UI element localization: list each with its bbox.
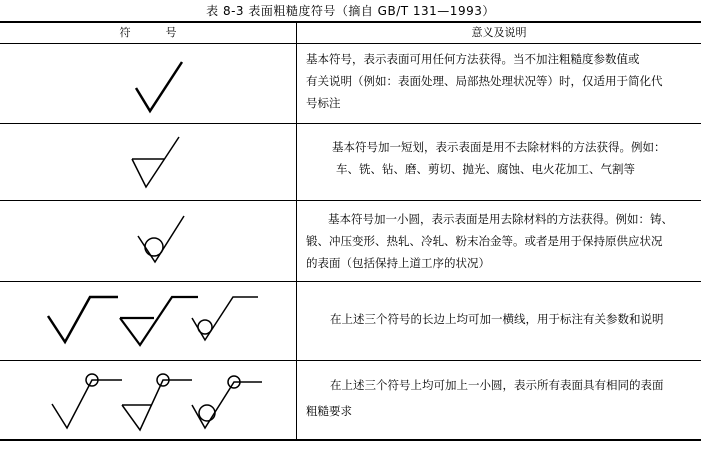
all-surfaces-symbols-icon bbox=[0, 360, 296, 439]
row-3-description bbox=[306, 208, 688, 274]
row-2-description bbox=[332, 136, 692, 180]
row-3-line-3: 的表面（包括保持上道工序的状况） bbox=[306, 256, 490, 270]
row-1-line-3: 号标注 bbox=[306, 96, 341, 110]
symbol-column-header: 符 号 bbox=[119, 26, 177, 39]
row-1-line-2: 有关说明（例如：表面处理、局部热处理状况等）时，仅适用于简化代 bbox=[306, 74, 663, 88]
row-3-line-1: 基本符号加一小圆，表示表面是用去除材料的方法获得。例如：铸、 bbox=[328, 212, 673, 226]
material-removal-symbol-icon bbox=[0, 200, 296, 281]
basic-symbol-icon bbox=[0, 43, 296, 123]
table-bottom-border bbox=[0, 439, 701, 441]
row-5-description bbox=[306, 374, 688, 422]
row-1-line-1: 基本符号，表示表面可用任何方法获得。当不加注粗糙度参数值或 bbox=[306, 52, 640, 66]
row-4-description bbox=[330, 308, 695, 330]
row-2-line-1: 基本符号加一短划，表示表面是用不去除材料的方法获得。例如： bbox=[332, 140, 666, 154]
horizontal-line-symbols-icon bbox=[0, 281, 296, 360]
row-5-line-1: 在上述三个符号上均可加上一小圆，表示所有表面具有相同的表面 bbox=[330, 378, 664, 392]
table-title: 表 8-3 表面粗糙度符号（摘自 GB/T 131—1993） bbox=[206, 4, 495, 18]
row-2-line-2: 车、铣、钻、磨、剪切、抛光、腐蚀、电火花加工、气割等 bbox=[336, 162, 635, 176]
meaning-column-header: 意义及说明 bbox=[471, 26, 527, 39]
table-top-border bbox=[0, 21, 701, 23]
no-removal-symbol-icon bbox=[0, 123, 296, 200]
row-5-line-2: 粗糙要求 bbox=[306, 404, 352, 418]
row-3-line-2: 锻、冲压变形、热轧、冷轧、粉末冶金等。或者是用于保持原供应状况 bbox=[306, 234, 663, 248]
row-4-line-1: 在上述三个符号的长边上均可加一横线，用于标注有关参数和说明 bbox=[330, 312, 664, 326]
row-1-description bbox=[306, 48, 688, 114]
column-divider bbox=[296, 22, 297, 439]
